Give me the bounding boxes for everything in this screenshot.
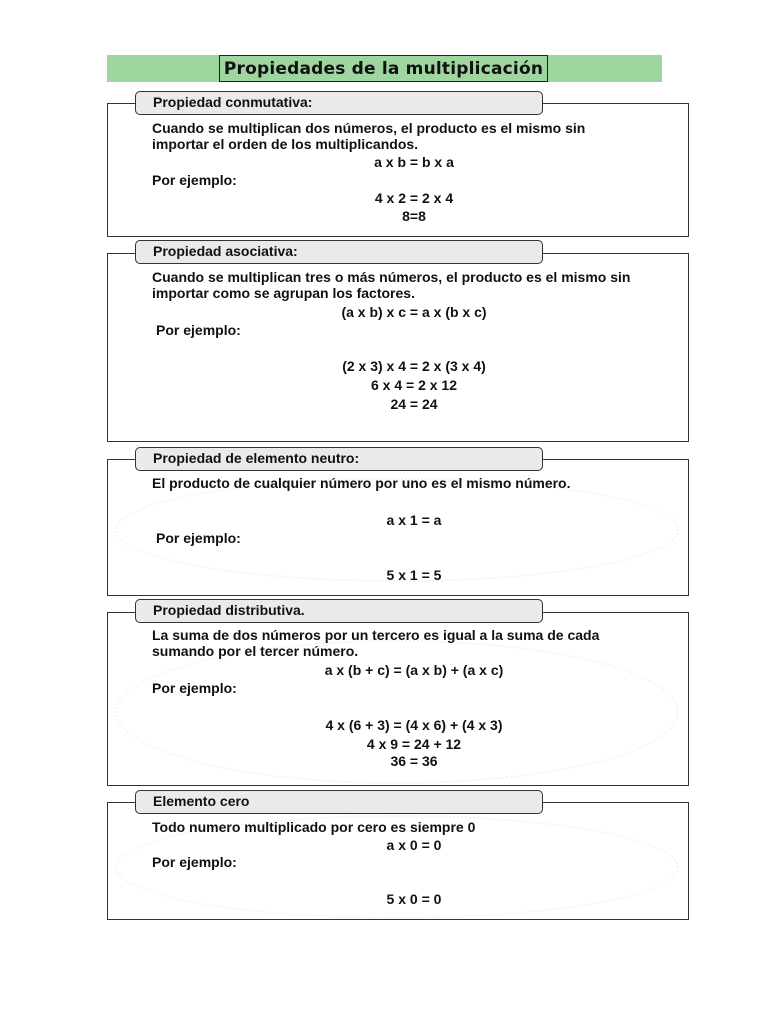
- page-title: Propiedades de la multiplicación: [219, 55, 548, 82]
- description-elemento-neutro: El producto de cualquier número por uno es el mismo número.: [152, 475, 571, 491]
- description-elemento-cero: Todo numero multiplicado por cero es siempre 0: [152, 819, 476, 835]
- example-line: 5 x 0 = 0: [386, 891, 442, 907]
- formula-elemento-cero: a x 0 = 0: [386, 837, 442, 853]
- section-label-asociativa: Propiedad asociativa:: [135, 240, 543, 264]
- example-line: (2 x 3) x 4 = 2 x (3 x 4): [342, 358, 486, 374]
- section-label-elemento-cero: Elemento cero: [135, 790, 543, 814]
- section-label-elemento-neutro: Propiedad de elemento neutro:: [135, 447, 543, 471]
- description-asociativa: Cuando se multiplican tres o más números, el producto es el mismo sin importar como se agrupan los factores.: [152, 269, 631, 301]
- formula-distributiva: a x (b + c) = (a x b) + (a x c): [324, 662, 504, 678]
- description-distributiva: La suma de dos números por un tercero es igual a la suma de cada sumando por el tercer número.: [152, 627, 600, 659]
- section-label-conmutativa: Propiedad conmutativa:: [135, 91, 543, 115]
- example-label-elemento-neutro: Por ejemplo:: [156, 530, 241, 546]
- formula-elemento-neutro: a x 1 = a: [386, 512, 442, 528]
- formula-conmutativa: a x b = b x a: [374, 154, 454, 170]
- example-line: 6 x 4 = 2 x 12: [370, 377, 458, 393]
- section-label-distributiva: Propiedad distributiva.: [135, 599, 543, 623]
- example-label-conmutativa: Por ejemplo:: [152, 172, 237, 188]
- example-line: 4 x 2 = 2 x 4: [374, 190, 454, 206]
- formula-asociativa: (a x b) x c = a x (b x c): [341, 304, 487, 320]
- example-line: 5 x 1 = 5: [386, 567, 442, 583]
- example-line: 24 = 24: [390, 396, 438, 412]
- example-line: 8=8: [402, 208, 426, 224]
- example-label-elemento-cero: Por ejemplo:: [152, 854, 237, 870]
- example-line: 36 = 36: [390, 753, 438, 769]
- example-label-asociativa: Por ejemplo:: [156, 322, 241, 338]
- example-line: 4 x (6 + 3) = (4 x 6) + (4 x 3): [325, 717, 503, 733]
- example-label-distributiva: Por ejemplo:: [152, 680, 237, 696]
- example-line: 4 x 9 = 24 + 12: [366, 736, 462, 752]
- description-conmutativa: Cuando se multiplican dos números, el producto es el mismo sin importar el orden de los multiplicandos.: [152, 120, 586, 152]
